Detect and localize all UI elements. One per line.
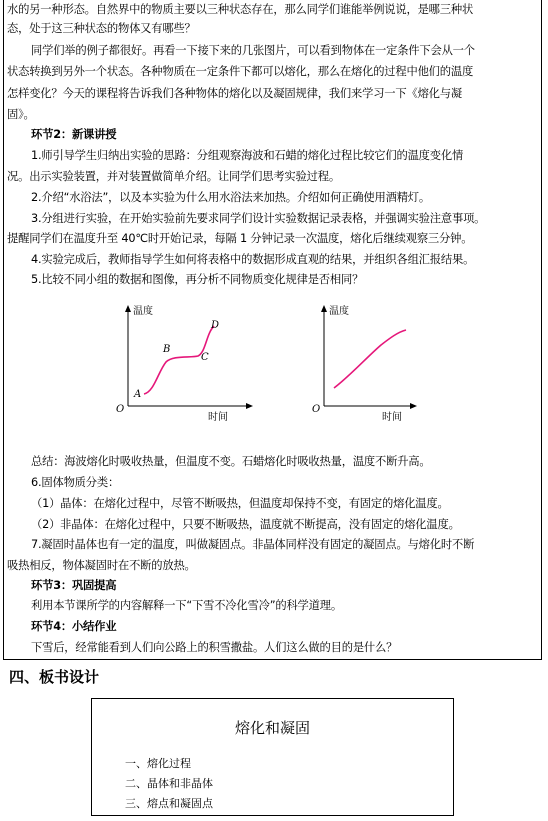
text-line: 水的另一种形态。自然界中的物质主要以三种状态存在，那么同学们谁能举例说说，是哪三种状 xyxy=(7,3,474,16)
y-axis-label: 温度 xyxy=(133,306,153,317)
x-axis-arrow xyxy=(410,403,417,409)
section-heading: 环节2：新课讲授 xyxy=(31,128,117,141)
blackboard-design-box xyxy=(91,698,454,816)
x-axis-label: 时间 xyxy=(208,412,228,423)
melting-curve xyxy=(334,330,406,388)
text-line: 2.介绍“水浴法”，以及本实验为什么用水浴法来加热。介绍如何正确使用酒精灯。 xyxy=(31,191,430,204)
text-line: 状态转换到另外一个状态。各种物质在一定条件下都可以熔化，那么在熔化的过程中他们的温度 xyxy=(7,65,474,78)
section-title: 四、板书设计 xyxy=(9,668,100,686)
text-line: 怎样变化？今天的课程将告诉我们各种物体的熔化以及凝固规律，我们来学习一下《熔化与凝 xyxy=(7,87,462,100)
text-line: 下雪后，经常能看到人们向公路上的积雪撒盐。人们这么做的目的是什么？ xyxy=(31,641,398,654)
x-axis-label: 时间 xyxy=(382,412,402,423)
text-line: 提醒同学们在温度升至 40℃时开始记录，每隔 1 分钟记录一次温度，熔化后继续观察三分钟。 xyxy=(7,232,473,245)
text-line: 态，处于这三种状态的物体又有哪些？ xyxy=(7,22,196,35)
text-line: 况。出示实验装置，并对装置做简单介绍。让同学们思考实验过程。 xyxy=(7,170,340,183)
text-line: （1）晶体：在熔化过程中，尽管不断吸热，但温度却保持不变，有固定的熔化温度。 xyxy=(31,497,449,510)
text-line: 7.凝固时晶体也有一定的温度，叫做凝固点。非晶体同样没有固定的凝固点。与熔化时不断 xyxy=(31,538,475,551)
x-axis-arrow xyxy=(246,403,253,409)
origin-label: O xyxy=(116,404,125,415)
section-heading: 环节3：巩固提高 xyxy=(31,579,117,592)
crystal-melting-graph xyxy=(110,300,260,425)
board-title: 熔化和凝固 xyxy=(234,719,310,737)
section-heading: 环节4：小结作业 xyxy=(31,620,117,633)
point-c-label: C xyxy=(201,352,209,363)
board-item: 二、晶体和非晶体 xyxy=(125,777,213,790)
text-line: 吸热相反，物体凝固时在不断的放热。 xyxy=(7,559,196,572)
text-line: 6.固体物质分类： xyxy=(31,476,120,489)
board-item: 一、熔化过程 xyxy=(125,757,191,770)
text-line: 4.实验完成后，教师指导学生如何将表格中的数据形成直观的结果，并组织各组汇报结果。 xyxy=(31,253,475,266)
y-axis-arrow xyxy=(125,305,131,312)
noncrystal-melting-graph xyxy=(306,300,426,425)
text-line: （2）非晶体：在熔化过程中，只要不断吸热，温度就不断提高，没有固定的熔化温度。 xyxy=(31,518,460,531)
origin-label: O xyxy=(312,404,321,415)
text-line: 3.分组进行实验，在开始实验前先要求同学们设计实验数据记录表格，并强调实验注意事项。 xyxy=(31,212,486,225)
point-d-label: D xyxy=(211,320,220,331)
text-line: 1.师引导学生归纳出实验的思路：分组观察海波和石蜡的熔化过程比较它们的温度变化情 xyxy=(31,149,464,162)
text-line: 5.比较不同小组的数据和图像，再分析不同物质变化规律是否相同？ xyxy=(31,273,364,286)
point-b-label: B xyxy=(163,344,171,355)
board-item: 三、熔点和凝固点 xyxy=(125,797,213,810)
text-line: 总结：海波熔化时吸收热量，但温度不变。石蜡熔化时吸收热量，温度不断升高。 xyxy=(31,455,431,468)
text-line: 固》。 xyxy=(7,108,35,121)
text-line: 利用本节课所学的内容解释一下“下雪不冷化雪冷”的科学道理。 xyxy=(31,599,342,612)
point-a-label: A xyxy=(134,389,142,400)
text-line: 同学们举的例子都很好。再看一下接下来的几张图片，可以看到物体在一定条件下会从一个 xyxy=(31,44,475,57)
y-axis-arrow xyxy=(321,305,327,312)
y-axis-label: 温度 xyxy=(329,306,349,317)
